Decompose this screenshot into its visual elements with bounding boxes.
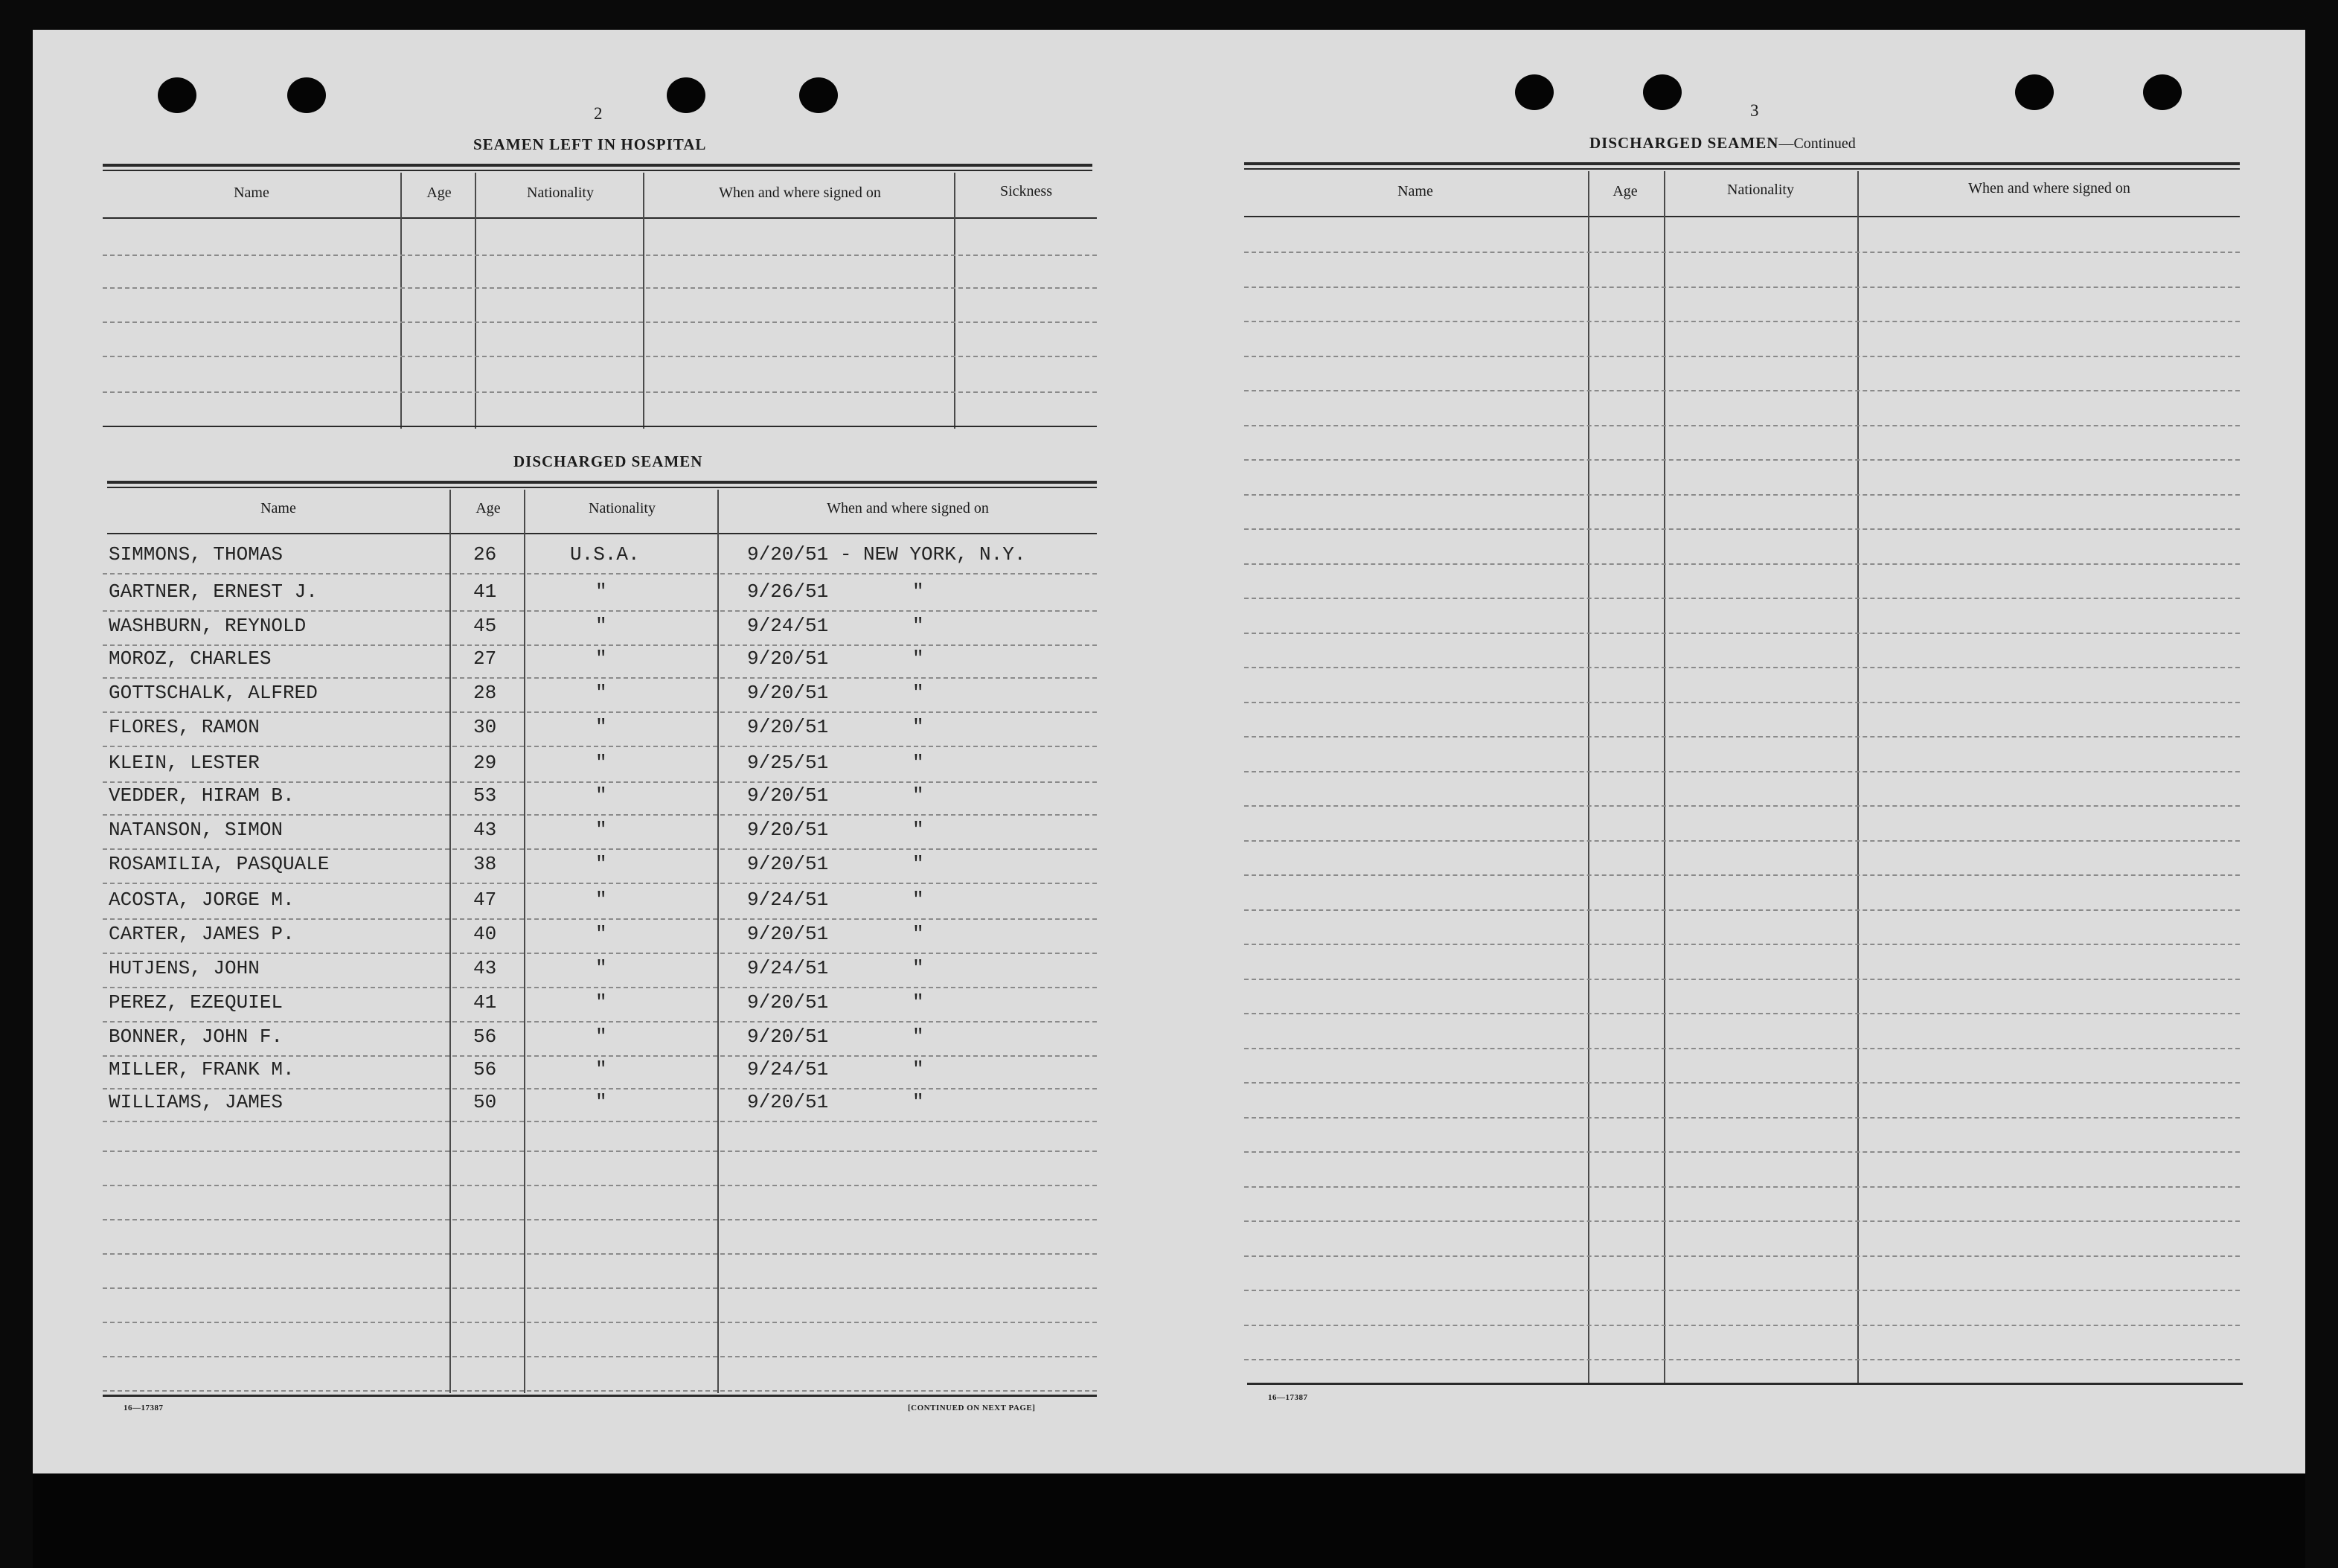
row-divider [103, 987, 1097, 988]
row-divider [103, 711, 1097, 713]
seaman-signed-on: 9/20/51 [747, 923, 829, 945]
seaman-ditto-mark: " [912, 1058, 924, 1081]
seaman-age: 56 [473, 1058, 497, 1081]
seaman-name: MOROZ, CHARLES [109, 647, 272, 670]
blank-row-divider [1244, 1290, 2240, 1291]
seaman-name: WILLIAMS, JAMES [109, 1091, 284, 1113]
blank-row-divider [1244, 1359, 2240, 1360]
seaman-age: 41 [473, 991, 497, 1014]
row-divider [103, 918, 1097, 920]
seaman-nationality: " [595, 819, 607, 841]
blank-row-divider [1244, 702, 2240, 703]
seaman-age: 43 [473, 957, 497, 979]
seaman-ditto-mark: " [912, 784, 924, 807]
blank-row-divider [103, 1253, 1097, 1255]
scan-border [33, 1473, 2305, 1568]
seaman-signed-on: 9/24/51 [747, 615, 829, 637]
punch-hole [799, 77, 838, 113]
row-divider [103, 644, 1097, 646]
seaman-nationality: U.S.A. [570, 543, 640, 566]
punch-hole [2015, 74, 2054, 110]
blank-row-divider [1244, 528, 2240, 530]
blank-row-divider [1244, 459, 2240, 461]
discharged-header-signed-on: When and where signed on [827, 500, 989, 516]
continued-note: [CONTINUED ON NEXT PAGE] [908, 1404, 1036, 1412]
left-page-number: 2 [594, 104, 603, 123]
blank-row-divider [1244, 979, 2240, 980]
seaman-ditto-mark: " [912, 1091, 924, 1113]
seaman-ditto-mark: " [912, 647, 924, 670]
row-divider [103, 573, 1097, 575]
seaman-ditto-mark: " [912, 615, 924, 637]
seaman-age: 27 [473, 647, 497, 670]
seaman-ditto-mark: " [912, 923, 924, 945]
seaman-age: 38 [473, 853, 497, 875]
seaman-nationality: " [595, 615, 607, 637]
seaman-ditto-mark: " [912, 682, 924, 704]
seaman-nationality: " [595, 991, 607, 1014]
right-title-main: DISCHARGED SEAMEN [1589, 134, 1779, 152]
hospital-section-title: SEAMEN LEFT IN HOSPITAL [473, 135, 707, 153]
seaman-name: VEDDER, HIRAM B. [109, 784, 295, 807]
blank-row-divider [103, 1287, 1097, 1289]
right-header-signed-on: When and where signed on [1968, 180, 2130, 196]
hospital-header-name: Name [234, 185, 269, 201]
seaman-nationality: " [595, 853, 607, 875]
blank-row-divider [1244, 1151, 2240, 1153]
blank-row-divider [1244, 494, 2240, 496]
blank-row-divider [1244, 252, 2240, 253]
blank-row-divider [1244, 944, 2240, 945]
seaman-nationality: " [595, 647, 607, 670]
blank-row-divider [1244, 1325, 2240, 1326]
discharged-section-title: DISCHARGED SEAMEN [513, 452, 703, 470]
blank-row-divider [1244, 909, 2240, 911]
blank-row-divider [1244, 1117, 2240, 1119]
seaman-name: FLORES, RAMON [109, 716, 260, 738]
row-divider [103, 883, 1097, 884]
seaman-name: BONNER, JOHN F. [109, 1025, 284, 1048]
seaman-name: KLEIN, LESTER [109, 752, 260, 774]
blank-row-divider [1244, 425, 2240, 426]
blank-row-divider [1244, 287, 2240, 288]
blank-row-divider [103, 1151, 1097, 1152]
right-header-age: Age [1612, 183, 1638, 199]
discharged-header-nationality: Nationality [589, 500, 656, 516]
blank-row-divider [1244, 840, 2240, 842]
seaman-name: WASHBURN, REYNOLD [109, 615, 307, 637]
seaman-nationality: " [595, 1091, 607, 1113]
hospital-header-nationality: Nationality [527, 185, 594, 201]
right-section-title [1589, 134, 1856, 153]
seaman-ditto-mark: " [912, 991, 924, 1014]
blank-row-divider [1244, 356, 2240, 357]
punch-hole [287, 77, 326, 113]
seaman-ditto-mark: " [912, 716, 924, 738]
seaman-age: 53 [473, 784, 497, 807]
blank-row-divider [1244, 1013, 2240, 1014]
seaman-signed-on: 9/24/51 [747, 889, 829, 911]
hospital-header-signed-on: When and where signed on [719, 185, 881, 201]
seaman-nationality: " [595, 1025, 607, 1048]
seaman-signed-on: 9/24/51 [747, 957, 829, 979]
blank-row-divider [1244, 1082, 2240, 1084]
blank-row-divider [1244, 771, 2240, 772]
seaman-age: 47 [473, 889, 497, 911]
punch-hole [1643, 74, 1682, 110]
seaman-name: ACOSTA, JORGE M. [109, 889, 295, 911]
punch-hole [667, 77, 705, 113]
seaman-ditto-mark: " [912, 752, 924, 774]
discharged-header-name: Name [260, 500, 296, 516]
blank-row-divider [1244, 805, 2240, 807]
seaman-name: MILLER, FRANK M. [109, 1058, 295, 1081]
seaman-age: 40 [473, 923, 497, 945]
blank-row-divider [1244, 874, 2240, 876]
seaman-signed-on: 9/20/51 [747, 819, 829, 841]
blank-row-divider [103, 1356, 1097, 1357]
punch-hole [158, 77, 196, 113]
seaman-signed-on: 9/20/51 [747, 1091, 829, 1113]
blank-row-divider [1244, 1186, 2240, 1188]
seaman-nationality: " [595, 716, 607, 738]
seaman-signed-on: 9/20/51 [747, 1025, 829, 1048]
seaman-signed-on: 9/26/51 [747, 580, 829, 603]
seaman-ditto-mark: " [912, 1025, 924, 1048]
row-divider [103, 848, 1097, 850]
right-title-suffix: —Continued [1778, 135, 1856, 152]
seaman-age: 43 [473, 819, 497, 841]
seaman-nationality: " [595, 1058, 607, 1081]
row-divider [103, 1021, 1097, 1023]
blank-row-divider [1244, 736, 2240, 737]
seaman-name: GARTNER, ERNEST J. [109, 580, 318, 603]
row-divider [103, 814, 1097, 816]
seaman-ditto-mark: " [912, 957, 924, 979]
seaman-name: GOTTSCHALK, ALFRED [109, 682, 318, 704]
seaman-name: SIMMONS, THOMAS [109, 543, 284, 566]
blank-row-divider [1244, 667, 2240, 668]
seaman-signed-on: 9/20/51 [747, 784, 829, 807]
row-divider [103, 610, 1097, 612]
row-divider [103, 781, 1097, 783]
seaman-age: 56 [473, 1025, 497, 1048]
blank-row-divider [103, 1185, 1097, 1186]
right-page-number: 3 [1750, 101, 1759, 120]
blank-row-divider [1244, 390, 2240, 391]
row-divider [103, 1088, 1097, 1089]
seaman-signed-on: 9/20/51 [747, 716, 829, 738]
document-sheet [33, 30, 2305, 1473]
row-divider [103, 953, 1097, 954]
seaman-signed-on: 9/24/51 [747, 1058, 829, 1081]
blank-row-divider [1244, 563, 2240, 565]
row-divider [103, 1121, 1097, 1122]
hospital-top-rule [103, 164, 1092, 167]
seaman-signed-on: 9/20/51 [747, 853, 829, 875]
seaman-nationality: " [595, 682, 607, 704]
seaman-nationality: " [595, 889, 607, 911]
punch-hole [2143, 74, 2182, 110]
seaman-name: HUTJENS, JOHN [109, 957, 260, 979]
punch-hole [1515, 74, 1554, 110]
blank-row-divider [1244, 598, 2240, 599]
seaman-signed-on: 9/20/51 [747, 647, 829, 670]
seaman-nationality: " [595, 784, 607, 807]
blank-row-divider [1244, 321, 2240, 322]
seaman-name: ROSAMILIA, PASQUALE [109, 853, 330, 875]
seaman-name: CARTER, JAMES P. [109, 923, 295, 945]
right-header-nationality: Nationality [1727, 182, 1794, 198]
seaman-age: 30 [473, 716, 497, 738]
blank-row-divider [103, 1322, 1097, 1323]
blank-row-divider [103, 1219, 1097, 1220]
seaman-age: 26 [473, 543, 497, 566]
right-header-name: Name [1397, 183, 1433, 199]
hospital-header-sickness: Sickness [1000, 183, 1052, 199]
seaman-signed-on: 9/20/51 - NEW YORK, N.Y. [747, 543, 1026, 566]
discharged-header-age: Age [475, 500, 501, 516]
seaman-age: 41 [473, 580, 497, 603]
seaman-signed-on: 9/20/51 [747, 682, 829, 704]
row-divider [103, 1055, 1097, 1057]
seaman-age: 45 [473, 615, 497, 637]
seaman-name: NATANSON, SIMON [109, 819, 284, 841]
seaman-age: 50 [473, 1091, 497, 1113]
seaman-nationality: " [595, 580, 607, 603]
seaman-ditto-mark: " [912, 580, 924, 603]
blank-row-divider [103, 1390, 1097, 1392]
row-divider [103, 746, 1097, 747]
seaman-age: 29 [473, 752, 497, 774]
seaman-age: 28 [473, 682, 497, 704]
right-form-number: 16—17387 [1268, 1393, 1308, 1402]
seaman-name: PEREZ, EZEQUIEL [109, 991, 284, 1014]
seaman-ditto-mark: " [912, 853, 924, 875]
left-form-number: 16—17387 [124, 1404, 164, 1412]
seaman-signed-on: 9/25/51 [747, 752, 829, 774]
blank-row-divider [1244, 1255, 2240, 1257]
seaman-ditto-mark: " [912, 819, 924, 841]
seaman-nationality: " [595, 957, 607, 979]
seaman-nationality: " [595, 752, 607, 774]
blank-row-divider [1244, 1048, 2240, 1049]
blank-row-divider [1244, 1220, 2240, 1222]
row-divider [103, 677, 1097, 679]
seaman-signed-on: 9/20/51 [747, 991, 829, 1014]
seaman-nationality: " [595, 923, 607, 945]
hospital-header-age: Age [426, 185, 452, 201]
seaman-ditto-mark: " [912, 889, 924, 911]
blank-row-divider [1244, 633, 2240, 634]
